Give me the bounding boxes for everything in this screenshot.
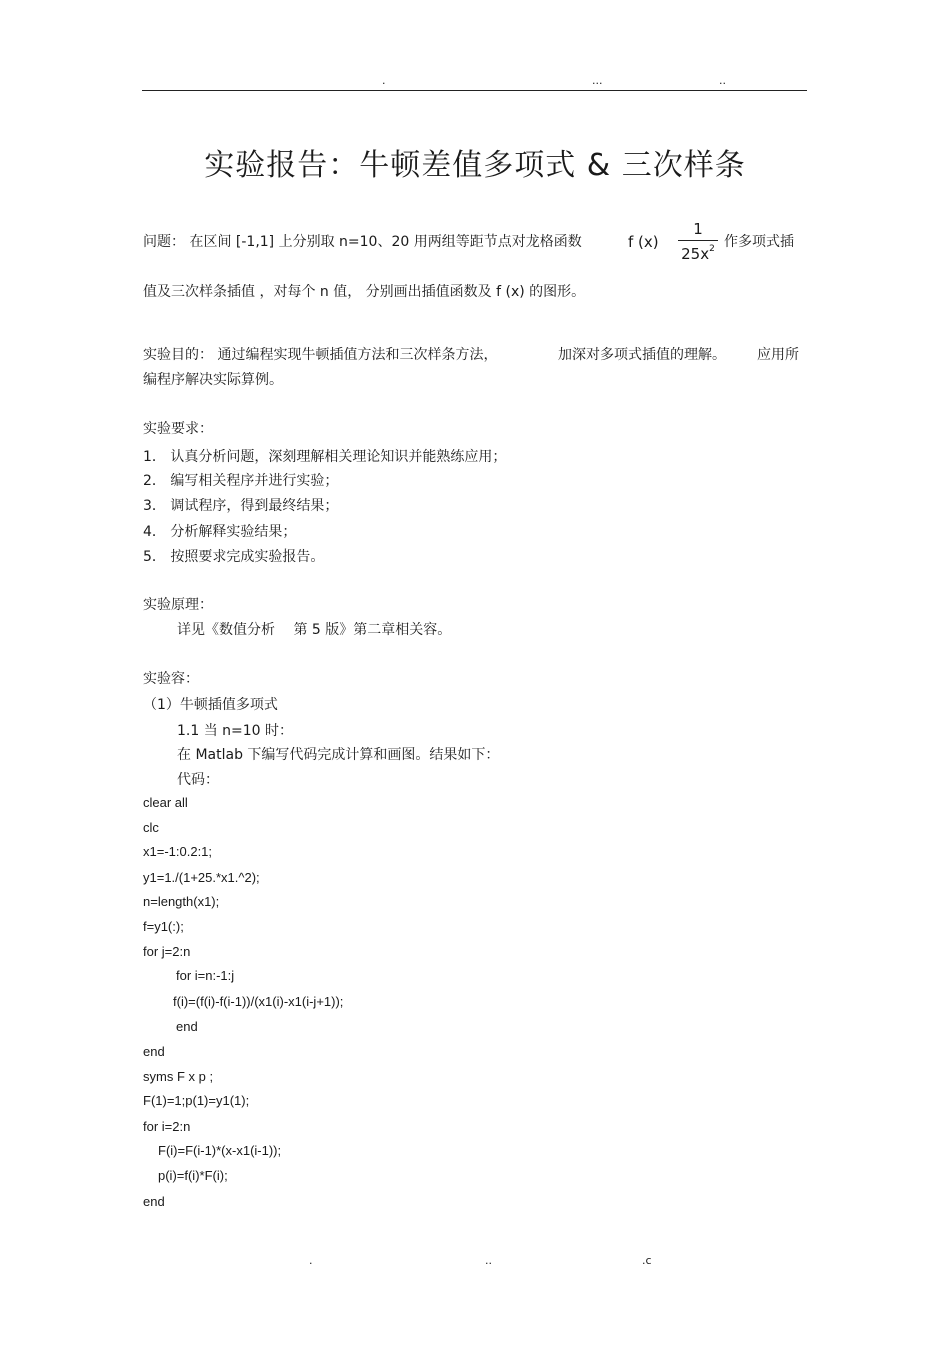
code-line: end <box>143 1194 165 1209</box>
code-line: clear all <box>143 795 188 810</box>
code-line: F(i)=F(i-1)*(x-x1(i-1)); <box>158 1143 282 1158</box>
fraction-exponent: 2 <box>709 244 715 254</box>
fraction-bar <box>678 240 718 241</box>
requirement-item: 4． 分析解释实验结果； <box>143 524 297 540</box>
problem-line-1: 问题： 在区间 [-1,1] 上分别取 n=10、20 用两组等距节点对龙格函数 <box>143 234 582 250</box>
runge-fraction <box>678 220 718 263</box>
code-line: for j=2:n <box>143 944 191 959</box>
code-line: end <box>176 1019 198 1034</box>
code-line: x1=-1:0.2:1; <box>143 844 213 859</box>
content-desc: 在 Matlab 下编写代码完成计算和画图。结果如下： <box>177 747 500 763</box>
problem-line-2: 值及三次样条插值 ，对每个 n 值， 分别画出插值函数及 f (x) 的图形。 <box>143 284 586 300</box>
footer-dot-1: . <box>309 1254 313 1267</box>
code-line: f=y1(:); <box>143 919 184 934</box>
code-line: clc <box>143 820 159 835</box>
requirement-item: 5． 按照要求完成实验报告。 <box>143 549 325 565</box>
purpose-line-1c: 应用所 <box>757 347 799 363</box>
footer-dot-3: .c <box>642 1254 652 1267</box>
purpose-line-1b: 加深对多项式插值的理解。 <box>558 347 726 363</box>
code-label: 代码： <box>177 772 219 788</box>
header-dot-1: . <box>382 74 386 87</box>
code-line: f(i)=(f(i)-f(i-1))/(x1(i)-x1(i-j+1)); <box>173 994 344 1009</box>
content-sub-1: （1）牛顿插值多项式 <box>143 697 278 713</box>
principle-text: 详见《数值分析 第 5 版》第二章相关容。 <box>177 622 452 638</box>
footer-dot-2: .. <box>485 1254 492 1267</box>
requirements-heading: 实验要求： <box>143 421 213 437</box>
code-line: n=length(x1); <box>143 894 220 909</box>
purpose-line-1a: 实验目的： 通过编程实现牛顿插值方法和三次样条方法， <box>143 347 498 363</box>
code-line: F(1)=1;p(1)=y1(1); <box>143 1093 250 1108</box>
code-line: syms F x p ; <box>143 1069 214 1084</box>
content-heading: 实验容： <box>143 671 199 687</box>
header-dot-2: ... <box>592 74 603 87</box>
code-line: y1=1./(1+25.*x1.^2); <box>143 870 260 885</box>
principle-heading: 实验原理： <box>143 597 213 613</box>
fraction-numerator: 1 <box>693 220 703 238</box>
fraction-denominator: $25x^2$ <box>681 244 715 263</box>
header-dot-3: .. <box>719 74 726 87</box>
code-line: p(i)=f(i)*F(i); <box>158 1168 228 1183</box>
problem-fx: f (x) <box>628 233 659 251</box>
requirement-item: 2． 编写相关程序并进行实验； <box>143 473 339 489</box>
content-sub-1-1: 1.1 当 n=10 时： <box>177 723 294 739</box>
code-line: end <box>143 1044 165 1059</box>
requirement-item: 3． 调试程序，得到最终结果； <box>143 498 339 514</box>
purpose-line-2: 编程序解决实际算例。 <box>143 372 283 388</box>
problem-tail: 作多项式插 <box>724 234 794 250</box>
code-line: for i=2:n <box>143 1119 191 1134</box>
code-line: for i=n:-1:j <box>176 968 235 983</box>
page-title: 实验报告：牛顿差值多项式 & 三次样条 <box>204 148 746 183</box>
header-rule <box>142 90 807 91</box>
requirement-item: 1． 认真分析问题，深刻理解相关理论知识并能熟练应用； <box>143 449 507 465</box>
